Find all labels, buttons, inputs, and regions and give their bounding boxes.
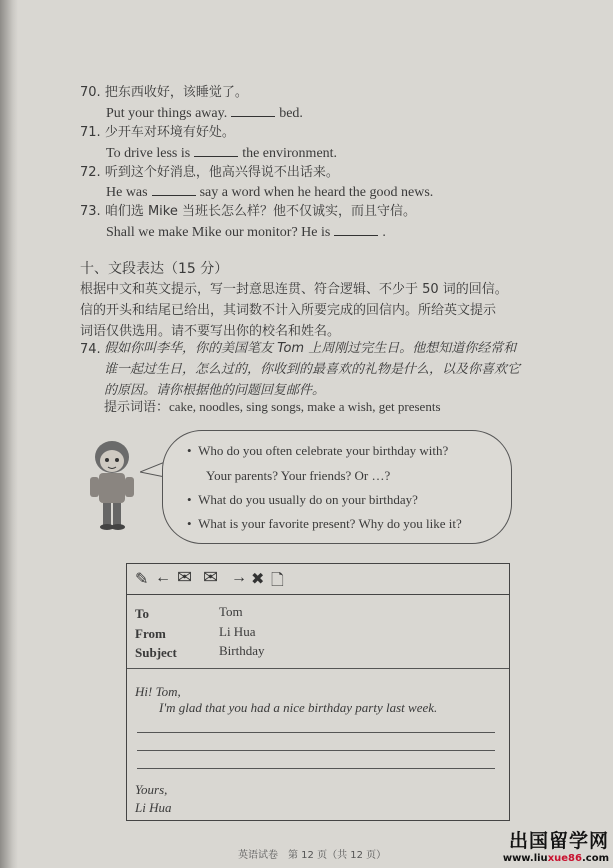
answer-blank[interactable] bbox=[231, 104, 275, 117]
section-title: 十、文段表达（15 分） bbox=[80, 261, 229, 277]
page-binding-edge bbox=[0, 0, 18, 868]
bubble-question bbox=[206, 468, 390, 484]
arrow-right-icon[interactable]: → bbox=[231, 569, 247, 586]
q74-prompt bbox=[104, 338, 574, 401]
subject-value[interactable]: Birthday bbox=[219, 643, 265, 658]
bubble-question: • What is your favorite present? Why do you like it? bbox=[187, 516, 462, 531]
boy-illustration bbox=[82, 437, 142, 533]
writing-line[interactable] bbox=[137, 750, 495, 751]
q73-number: 73. bbox=[80, 204, 101, 219]
watermark-title: 出国留学网 bbox=[508, 830, 609, 852]
email-greeting: Hi! Tom, bbox=[135, 684, 181, 699]
section-instructions bbox=[80, 279, 570, 342]
email-signature: Li Hua bbox=[135, 800, 172, 815]
q70-chinese: 把东西收好，该睡觉了。 bbox=[104, 85, 248, 100]
q72-number: 72. bbox=[80, 165, 101, 180]
url-prefix: www.liu bbox=[502, 853, 548, 864]
q72-english-after: say a word when he heard the good news. bbox=[199, 185, 434, 200]
url-suffix: .com bbox=[581, 853, 609, 864]
arrow-left-icon[interactable]: ← bbox=[155, 569, 171, 586]
q74-line: 的原因。请你根据他的问题回复邮件。 bbox=[104, 383, 326, 398]
q74-line: 假如你叫李华，你的美国笔友 Tom 上周刚过完生日。他想知道你经常和 bbox=[104, 341, 517, 356]
to-value[interactable]: Tom bbox=[219, 604, 243, 619]
answer-blank[interactable] bbox=[194, 144, 238, 157]
instruction-line: 词语仅供选用。请不要写出你的校名和姓名。 bbox=[80, 324, 341, 339]
instruction-line: 根据中文和英文提示，写一封意思连贯、符合逻辑、不少于 50 词的回信。 bbox=[80, 282, 508, 297]
q73-english-before: Shall we make Mike our monitor? He is bbox=[106, 225, 331, 240]
q74-hint: 提示词语：cake, noodles, sing songs, make a wish, get presents bbox=[104, 399, 441, 414]
to-label: To bbox=[135, 606, 149, 621]
bubble-text: Who do you often celebrate your birthday with? bbox=[198, 443, 449, 458]
q71-number: 71. bbox=[80, 125, 101, 140]
delete-icon[interactable]: ✖ bbox=[251, 571, 265, 588]
header-divider bbox=[127, 668, 509, 669]
q71-english-before: To drive less is bbox=[106, 146, 191, 161]
answer-blank[interactable] bbox=[334, 223, 378, 236]
q72-english-before: He was bbox=[106, 185, 148, 200]
subject-label: Subject bbox=[135, 645, 177, 660]
q70-number: 70. bbox=[80, 85, 101, 100]
site-watermark bbox=[503, 826, 609, 864]
writing-line[interactable] bbox=[137, 768, 495, 769]
writing-line[interactable] bbox=[137, 732, 495, 733]
url-red: xue86 bbox=[547, 853, 582, 864]
bubble-text: Your parents? Your friends? Or …? bbox=[206, 468, 391, 483]
pencil-icon[interactable]: ✎ bbox=[135, 571, 149, 588]
answer-blank[interactable] bbox=[152, 183, 196, 196]
watermark-url[interactable] bbox=[503, 853, 609, 864]
from-label: From bbox=[135, 626, 166, 641]
envelope-open-icon[interactable]: ✉ bbox=[203, 567, 219, 587]
q70-english-after: bed. bbox=[279, 106, 303, 121]
from-value[interactable]: Li Hua bbox=[219, 624, 256, 639]
bubble-question: • Who do you often celebrate your birthday with? bbox=[187, 443, 449, 458]
bubble-text: What do you usually do on your birthday? bbox=[198, 492, 418, 507]
q73-english-after: . bbox=[382, 225, 386, 240]
q70-english-before: Put your things away. bbox=[106, 106, 228, 121]
q71-chinese: 少开车对环境有好处。 bbox=[104, 125, 235, 140]
q74-number: 74. bbox=[80, 342, 101, 357]
q73-chinese: 咱们选 Mike 当班长怎么样？他不仅诚实，而且守信。 bbox=[104, 204, 416, 219]
q71-english-after: the environment. bbox=[242, 146, 338, 161]
speech-bubble bbox=[162, 430, 512, 544]
email-closing: Yours, bbox=[135, 782, 168, 797]
email-toolbar bbox=[127, 564, 509, 595]
email-form bbox=[126, 563, 510, 821]
instruction-line: 信的开头和结尾已给出，其词数不计入所要完成的回信内。所给英文提示 bbox=[80, 303, 497, 318]
email-opening: I'm glad that you had a nice birthday party last week. bbox=[159, 700, 438, 715]
q72-chinese: 听到这个好消息，他高兴得说不出话来。 bbox=[104, 165, 339, 180]
new-page-icon[interactable]: 🗋 bbox=[271, 572, 284, 589]
q74-line: 谁一起过生日，怎么过的，你收到的最喜欢的礼物是什么，以及你喜欢它 bbox=[104, 362, 521, 377]
bubble-text: What is your favorite present? Why do you like it? bbox=[198, 516, 462, 531]
bubble-question: • What do you usually do on your birthday? bbox=[187, 492, 418, 507]
page-footer: 英语试卷 第 12 页（共 12 页） bbox=[238, 850, 387, 861]
envelope-icon[interactable]: ✉ bbox=[177, 567, 193, 587]
